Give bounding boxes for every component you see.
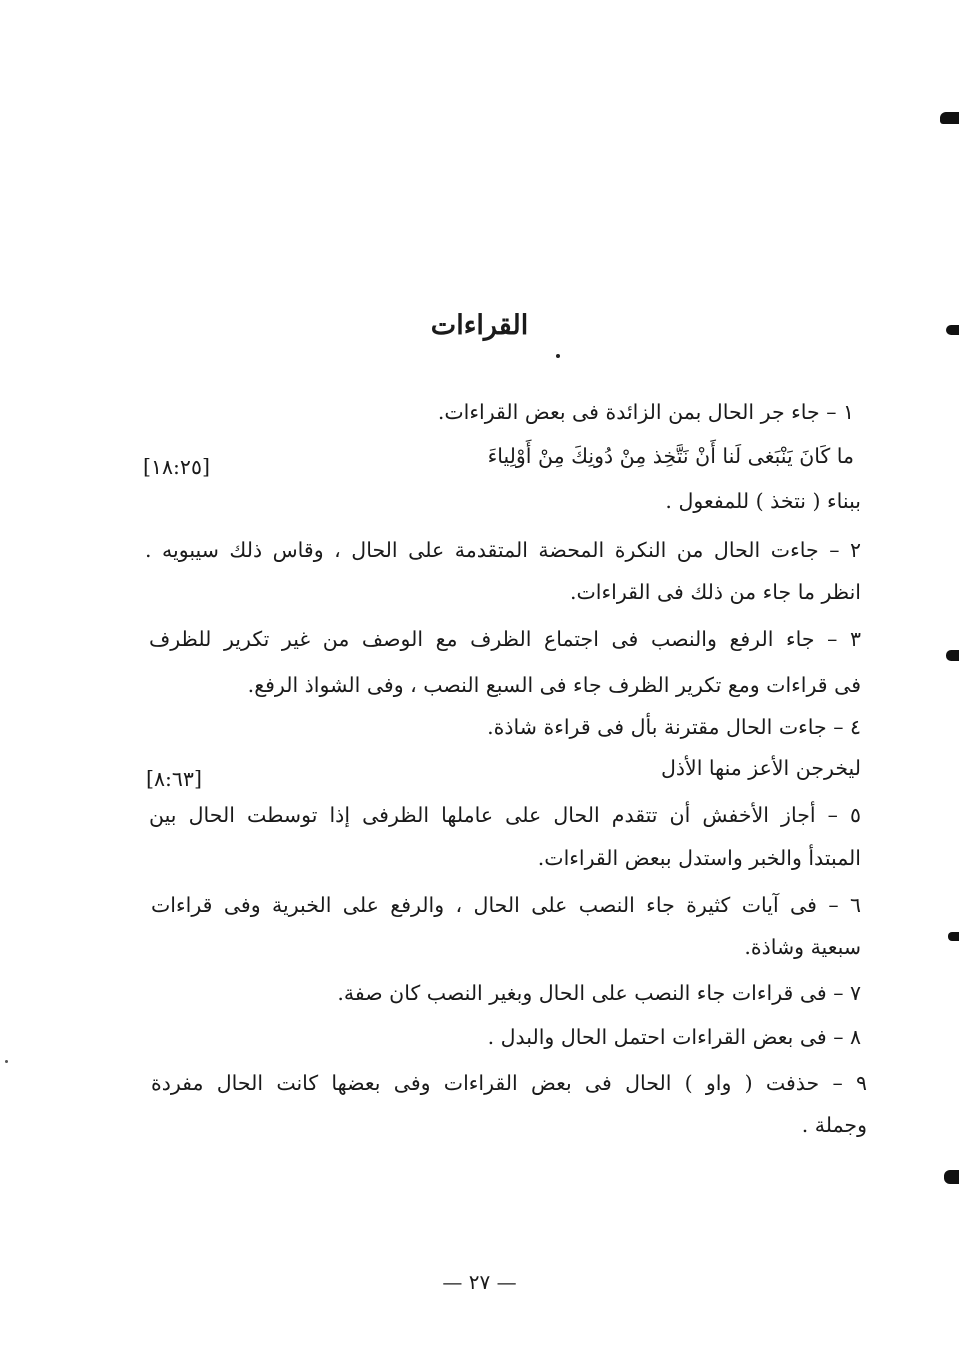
text-line: ٦ – فى آيات كثيرة جاء النصب على الحال ، والرفع على الخبرية وفى قراءات	[151, 893, 861, 917]
text-line: فى قراءات ومع تكرير الظرف جاء فى السبع النصب ، وفى الشواذ الرفع.	[247, 673, 861, 697]
binding-mark	[946, 650, 959, 661]
text-line: وجملة .	[801, 1113, 867, 1137]
text-line: المبتدأ والخبر واستدل ببعض القراءات.	[537, 846, 861, 870]
text-line: ٥ – أجاز الأخفش أن تتقدم الحال على عاملها الظرفى إذا توسطت الحال بين	[149, 803, 861, 827]
ink-dot	[556, 354, 560, 358]
text-line: ٤ – جاءت الحال مقترنة بأل فى قراءة شاذة.	[487, 715, 861, 739]
quran-verse: ما كَانَ يَنْبَغى لَنا أَنْ نَتَّخِذ مِنْ دُونِكَ مِنْ أَوْلِياءَ	[487, 444, 854, 468]
text-line: ٢ – جاءت الحال من النكرة المحضة المتقدمة على الحال ، وقاس ذلك سيبويه .	[145, 538, 861, 562]
binding-mark	[940, 112, 959, 124]
text-line: ٧ – فى قراءات جاء النصب على الحال وبغير النصب كان صفة.	[337, 981, 861, 1005]
quran-verse: ليخرجن الأعز منها الأذل	[660, 756, 861, 780]
binding-mark	[944, 1170, 959, 1184]
page-title: القراءات	[430, 310, 529, 341]
binding-mark	[948, 932, 959, 941]
verse-reference: [٨:٦٣]	[146, 767, 202, 791]
text-line: سبعية وشاذة.	[744, 935, 861, 959]
page-number: — ٢٧ —	[442, 1270, 517, 1294]
speck	[5, 1060, 8, 1063]
text-line: ببناء ( نتخذ ) للمفعول .	[665, 489, 861, 513]
text-line: ٨ – فى بعض القراءات احتمل الحال والبدل .	[487, 1025, 861, 1049]
text-line: انظر ما جاء من ذلك فى القراءات.	[569, 580, 861, 604]
binding-mark	[946, 325, 959, 335]
verse-reference: [١٨:٢٥]	[143, 455, 210, 479]
text-line: ١ – جاء جر الحال بمن الزائدة فى بعض القراءات.	[437, 400, 854, 424]
text-line: ٩ – حذفت ( واو ) الحال فى بعض القراءات وفى بعضها كانت الحال مفردة	[151, 1071, 867, 1095]
text-line: ٣ – جاء الرفع والنصب فى اجتماع الظرف مع الوصف من غير تكرير للظرف	[149, 627, 861, 651]
